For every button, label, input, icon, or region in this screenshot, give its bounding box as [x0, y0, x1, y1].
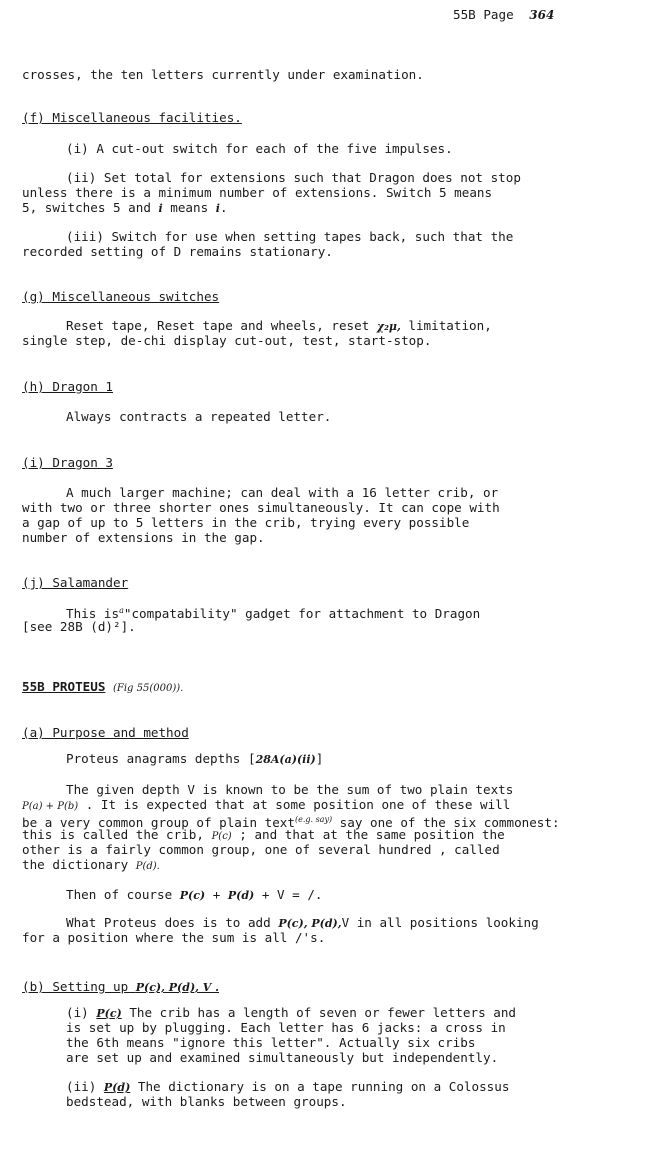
page-header [453, 8, 554, 22]
handwritten-pc-pd-v: P(c), P(d), V . [135, 981, 219, 994]
text-run: Reset tape, Reset tape and wheels, reset [66, 318, 377, 333]
heading-a: (a) Purpose and method [22, 725, 189, 740]
handwritten-fig-note: (Fig 55(000)). [113, 683, 184, 694]
text-run: The dictionary is on a tape running on a Colossus [130, 1079, 510, 1094]
a-para1-line5: other is a fairly common group, one of several hundred , called [22, 842, 500, 857]
a-para2 [66, 888, 650, 903]
text-run: "compatability" gadget for attachment to Dragon [123, 606, 481, 622]
proteus-title: 55B PROTEUS [22, 679, 106, 694]
heading-b [22, 980, 644, 995]
heading-j: (j) Salamander [22, 575, 129, 590]
text-run: 5, switches 5 and [22, 200, 159, 215]
j-line1 [66, 604, 650, 621]
handwritten-mark: i [215, 202, 220, 215]
intro-line: crosses, the ten letters currently under examination. [22, 67, 424, 82]
g-line1 [66, 319, 650, 334]
text-run: be a very common group of plain text [22, 815, 295, 831]
text-run: ; and that at the same position the [231, 827, 505, 842]
b-item-ii-line1 [66, 1080, 650, 1095]
a-para3-line2: for a position where the sum is all /'s. [22, 930, 326, 945]
f-item-iii-line2: recorded setting of D remains stationary. [22, 244, 333, 259]
h-line1: Always contracts a repeated letter. [66, 409, 332, 424]
text-run: The crib has a length of seven or fewer letters and [121, 1005, 517, 1020]
heading-text: (b) Setting up [22, 979, 136, 994]
b-item-i-line3: the 6th means "ignore this letter". Actually six cribs [66, 1035, 476, 1050]
g-line2: single step, de-chi display cut-out, test, start-stop. [22, 333, 432, 348]
text-run: (ii) [66, 1079, 104, 1094]
heading-i: (i) Dragon 3 [22, 455, 113, 470]
handwritten-pc: P(c) [179, 889, 206, 902]
text-run: + V = /. [254, 887, 323, 902]
f-item-i: (i) A cut-out switch for each of the five impulses. [66, 141, 453, 156]
handwritten-insert: (e.g. say) [294, 815, 333, 824]
a-para1-line1: The given depth V is known to be the sum of two plain texts [66, 782, 514, 797]
b-item-i-line4: are set up and examined simultaneously but independently. [66, 1050, 499, 1065]
f-item-ii-line2: unless there is a minimum number of extensions. Switch 5 means [22, 185, 493, 200]
handwritten-pa-pb: P(a) + P(b) [22, 801, 79, 812]
handwritten-mark: i [158, 202, 163, 215]
text-run: (i) [66, 1005, 97, 1020]
handwritten-ref: 28A(a)(ii) [255, 753, 316, 766]
handwritten-pc: P(c) [96, 1007, 122, 1020]
text-run: ] [315, 751, 324, 766]
heading-h: (h) Dragon 1 [22, 379, 113, 394]
header-section-ref: 55B [453, 7, 476, 22]
heading-f: (f) Miscellaneous facilities. [22, 110, 242, 125]
text-run: the dictionary [22, 857, 136, 872]
text-run: This is [66, 606, 120, 622]
j-line2: [see 28B (d)²]. [22, 619, 136, 634]
handwritten-pd: P(d) [227, 889, 255, 902]
f-item-iii-line1: (iii) Switch for use when setting tapes back, such that the [66, 229, 514, 244]
i-line2: with two or three shorter ones simultaneously. It can cope with [22, 500, 500, 515]
b-item-i-line2: is set up by plugging. Each letter has 6 jacks: a cross in [66, 1020, 506, 1035]
text-run: . [219, 200, 228, 215]
heading-g: (g) Miscellaneous switches [22, 289, 220, 304]
i-line3: a gap of up to 5 letters in the crib, trying every possible [22, 515, 470, 530]
handwritten-caret: a [119, 606, 124, 615]
a-para1-line6 [22, 858, 644, 874]
a-para3-line1 [66, 916, 650, 931]
b-item-i-line1 [66, 1006, 650, 1021]
text-run: this is called the crib, [22, 827, 212, 842]
a-line1 [66, 752, 650, 767]
handwritten-pc-pd: P(c), P(d), [278, 917, 342, 930]
b-item-ii-line2: bedstead, with blanks between groups. [66, 1094, 347, 1109]
text-run: Then of course [66, 887, 180, 902]
text-run: V in all positions looking [341, 915, 539, 930]
handwritten-pd: P(d) [103, 1081, 131, 1094]
i-line4: number of extensions in the gap. [22, 530, 265, 545]
text-run: means [162, 200, 216, 215]
header-page-word: Page [483, 7, 514, 22]
header-page-number: 364 [529, 8, 555, 22]
text-run: + [205, 887, 228, 902]
text-run: say one of the six commonest: [332, 815, 560, 831]
text-run: . It is expected that at some position one of these will [78, 797, 511, 812]
handwritten-pc: P(c) [211, 831, 232, 842]
i-line1: A much larger machine; can deal with a 16 letter crib, or [66, 485, 499, 500]
text-run: Proteus anagrams depths [ [66, 751, 256, 766]
handwritten-chi-mu: χ₂μ, [376, 320, 401, 333]
section-title-proteus [22, 680, 644, 696]
f-item-ii-line1: (ii) Set total for extensions such that Dragon does not stop [66, 170, 521, 185]
a-para1-line2 [22, 798, 644, 814]
handwritten-pd: P(d). [135, 861, 160, 872]
text-run: What Proteus does is to add [66, 915, 279, 930]
f-item-ii-line3 [22, 201, 644, 216]
text-run: limitation, [400, 318, 492, 333]
